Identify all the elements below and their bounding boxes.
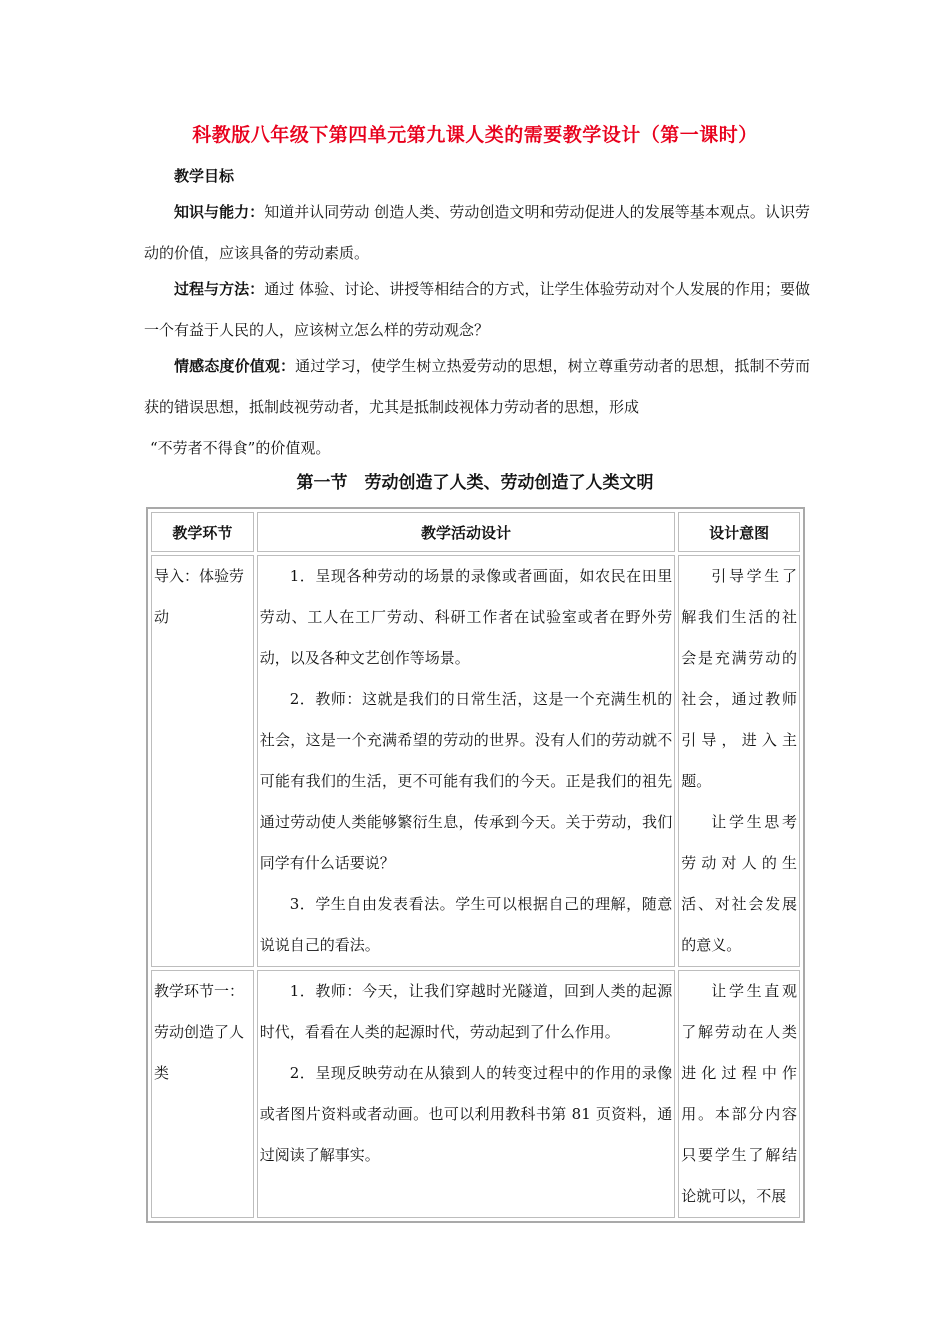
- stage-cell: [151, 970, 254, 1218]
- process-goal: [144, 269, 810, 351]
- knowledge-label: 知识与能力：: [174, 203, 265, 221]
- activities-cell: [257, 555, 676, 967]
- lesson-plan-table: [146, 507, 805, 1223]
- activity-item: 2．教师：这就是我们的日常生活，这是一个充满生机的社会，这是一个充满希望的劳动的世界。没有人们的劳动就不可能有我们的生活，更不可能有我们的今天。正是我们的祖先通过劳动使人类能够繁衍生息，传承到今天。关于劳动，我们同学有什么话要说？: [259, 690, 673, 872]
- intent-item: 让学生思考劳动对人的生活、对社会发展的意义。: [681, 813, 797, 954]
- emotion-label: 情感态度价值观：: [174, 357, 296, 375]
- table-row: [151, 555, 800, 967]
- knowledge-goal: [144, 192, 810, 274]
- process-label: 过程与方法：: [174, 280, 265, 298]
- intent-cell: [678, 555, 800, 967]
- activities-cell: [257, 970, 676, 1218]
- activity-item: 1．呈现各种劳动的场景的录像或者画面，如农民在田里 劳动、工人在工厂劳动、科研工作者在试验室或者在野外劳动，以及各种文艺创作等场景。: [259, 567, 673, 667]
- activity-item: 2．呈现反映劳动在从猿到人的转变过程中的作用的录像或者图片资料或者动画。也可以利用教科书第 81 页资料，通过阅读了解事实。: [259, 1064, 673, 1164]
- goals-heading: 教学目标: [174, 167, 235, 185]
- table-header-row: [151, 512, 800, 552]
- process-text: 通过 体验、讨论、讲授等相结合的方式，让学生体验劳动对个人发展的作用；要做一个有益于人民的人，应该树立怎么样的劳动观念？: [144, 280, 810, 339]
- emotion-goal: [144, 346, 810, 428]
- stage-text: 教学环节一：劳动创造了人类: [154, 982, 245, 1082]
- intent-item: 让学生直观了解劳动在人类进化过程中作用。本部分内容只要学生了解结论就可以，不展: [681, 982, 797, 1205]
- document-title: 科教版八年级下第四单元第九课人类的需要教学设计（第一课时）: [192, 124, 758, 146]
- activity-item: 3．学生自由发表看法。学生可以根据自己的理解，随意说说自己的看法。: [259, 895, 673, 954]
- stage-text: 导入：体验劳动: [154, 567, 245, 626]
- intent-item: 引导学生了解我们生活的社会是充满劳动的社会，通过教师引导，进入主题。: [681, 567, 797, 790]
- header-intent: 设计意图: [678, 512, 800, 552]
- activity-item: 1．教师：今天，让我们穿越时光隧道，回到人类的起源时代，看看在人类的起源时代，劳动起到了什么作用。: [259, 982, 673, 1041]
- emotion-goal-end: “不劳者不得食”的价值观。: [150, 439, 331, 457]
- stage-cell: [151, 555, 254, 967]
- section-title: 第一节 劳动创造了人类、劳动创造了人类文明: [296, 473, 654, 493]
- emotion-text: 通过学习，使学生树立热爱劳动的思想，树立尊重劳动者的思想，抵制不劳而获的错误思想，抵制歧视劳动者，尤其是抵制歧视体力劳动者的思想，形成: [144, 357, 810, 416]
- table-row: [151, 970, 800, 1218]
- header-activities: 教学活动设计: [257, 512, 676, 552]
- knowledge-text: 知道并认同劳动 创造人类、劳动创造文明和劳动促进人的发展等基本观点。认识劳动的价值，应该具备的劳动素质。: [144, 203, 810, 262]
- intent-cell: [678, 970, 800, 1218]
- header-stage: 教学环节: [151, 512, 254, 552]
